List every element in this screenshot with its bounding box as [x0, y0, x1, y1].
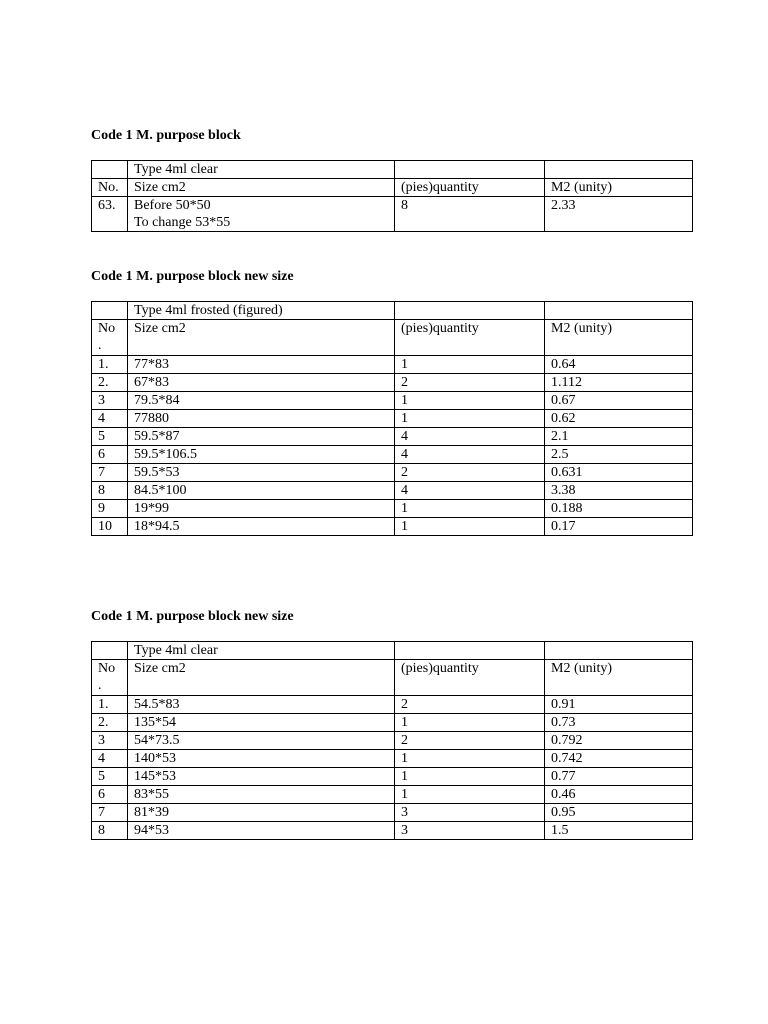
row-no: 3 — [92, 732, 128, 750]
empty-cell — [545, 161, 693, 179]
size-line-before: Before 50*50 — [134, 198, 211, 213]
row-quantity: 2 — [395, 696, 545, 714]
row-size: 54.5*83 — [128, 696, 395, 714]
row-no: 7 — [92, 804, 128, 822]
row-m2: 0.188 — [545, 500, 693, 518]
size-line-change: To change 53*55 — [134, 215, 231, 230]
row-m2: 1.112 — [545, 374, 693, 392]
row-size: 19*99 — [128, 500, 395, 518]
row-quantity: 3 — [395, 822, 545, 840]
section-1-table — [91, 160, 693, 232]
section-2-heading: Code 1 M. purpose block new size — [91, 269, 294, 284]
table-type-row — [92, 302, 693, 320]
row-quantity: 1 — [395, 392, 545, 410]
row-m2: 1.5 — [545, 822, 693, 840]
row-quantity: 1 — [395, 356, 545, 374]
row-m2: 0.95 — [545, 804, 693, 822]
row-size: 59.5*53 — [128, 464, 395, 482]
empty-cell — [395, 161, 545, 179]
row-no: 6 — [92, 786, 128, 804]
table-row — [92, 822, 693, 840]
row-no: 2. — [92, 374, 128, 392]
row-no: 2. — [92, 714, 128, 732]
row-quantity: 1 — [395, 750, 545, 768]
table-type-row — [92, 161, 693, 179]
row-no: 4 — [92, 410, 128, 428]
table-row — [92, 518, 693, 536]
row-size: 135*54 — [128, 714, 395, 732]
section-1-heading: Code 1 M. purpose block — [91, 128, 241, 143]
row-no: 8 — [92, 482, 128, 500]
row-m2: 0.631 — [545, 464, 693, 482]
row-size: 81*39 — [128, 804, 395, 822]
row-quantity: 2 — [395, 732, 545, 750]
table-row — [92, 804, 693, 822]
row-size: 18*94.5 — [128, 518, 395, 536]
row-no: 1. — [92, 696, 128, 714]
row-no: 5 — [92, 428, 128, 446]
row-no: 9 — [92, 500, 128, 518]
table-row — [92, 732, 693, 750]
table-row — [92, 750, 693, 768]
table-row — [92, 786, 693, 804]
table-row — [92, 482, 693, 500]
row-size: 79.5*84 — [128, 392, 395, 410]
row-quantity: 4 — [395, 428, 545, 446]
size-header: Size cm2 — [128, 179, 395, 197]
table-row — [92, 446, 693, 464]
size-header: Size cm2 — [128, 660, 395, 696]
m2-header: M2 (unity) — [545, 660, 693, 696]
no-header — [92, 320, 128, 356]
row-m2: 0.742 — [545, 750, 693, 768]
row-size: 59.5*87 — [128, 428, 395, 446]
row-quantity: 1 — [395, 500, 545, 518]
table-row — [92, 374, 693, 392]
table-row — [92, 392, 693, 410]
row-m2: 0.77 — [545, 768, 693, 786]
table-row — [92, 714, 693, 732]
row-m2: 0.62 — [545, 410, 693, 428]
row-no: 63. — [92, 197, 128, 232]
table-row — [92, 768, 693, 786]
empty-cell — [92, 642, 128, 660]
table-row — [92, 428, 693, 446]
empty-cell — [545, 642, 693, 660]
row-size: 94*53 — [128, 822, 395, 840]
type-label: Type 4ml clear — [128, 642, 395, 660]
row-quantity: 4 — [395, 482, 545, 500]
table-type-row — [92, 642, 693, 660]
row-m2: 0.67 — [545, 392, 693, 410]
m2-header: M2 (unity) — [545, 320, 693, 356]
m2-header: M2 (unity) — [545, 179, 693, 197]
row-no: 4 — [92, 750, 128, 768]
section-2-table — [91, 301, 693, 536]
row-quantity: 1 — [395, 768, 545, 786]
table-header-row — [92, 660, 693, 696]
row-size: 140*53 — [128, 750, 395, 768]
row-m2: 0.792 — [545, 732, 693, 750]
row-size — [128, 197, 395, 232]
quantity-header: (pies)quantity — [395, 179, 545, 197]
row-no: 1. — [92, 356, 128, 374]
row-no: 10 — [92, 518, 128, 536]
empty-cell — [395, 302, 545, 320]
row-size: 59.5*106.5 — [128, 446, 395, 464]
row-m2: 0.64 — [545, 356, 693, 374]
no-header-line1: No — [98, 321, 116, 336]
row-size: 84.5*100 — [128, 482, 395, 500]
row-m2: 0.46 — [545, 786, 693, 804]
quantity-header: (pies)quantity — [395, 320, 545, 356]
row-quantity: 2 — [395, 374, 545, 392]
row-m2: 2.33 — [545, 197, 693, 232]
row-quantity: 1 — [395, 518, 545, 536]
empty-cell — [545, 302, 693, 320]
no-header-line1: No — [98, 661, 116, 676]
row-quantity: 1 — [395, 714, 545, 732]
row-size: 83*55 — [128, 786, 395, 804]
row-size: 77880 — [128, 410, 395, 428]
quantity-header: (pies)quantity — [395, 660, 545, 696]
row-m2: 0.91 — [545, 696, 693, 714]
row-size: 77*83 — [128, 356, 395, 374]
no-header-line2: . — [98, 678, 102, 693]
row-quantity: 8 — [395, 197, 545, 232]
row-no: 3 — [92, 392, 128, 410]
empty-cell — [92, 161, 128, 179]
table-row — [92, 696, 693, 714]
size-header: Size cm2 — [128, 320, 395, 356]
empty-cell — [92, 302, 128, 320]
empty-cell — [395, 642, 545, 660]
row-quantity: 3 — [395, 804, 545, 822]
no-header-line2: . — [98, 338, 102, 353]
row-m2: 0.17 — [545, 518, 693, 536]
row-m2: 3.38 — [545, 482, 693, 500]
row-size: 54*73.5 — [128, 732, 395, 750]
row-quantity: 2 — [395, 464, 545, 482]
row-no: 8 — [92, 822, 128, 840]
row-quantity: 4 — [395, 446, 545, 464]
type-label: Type 4ml frosted (figured) — [128, 302, 395, 320]
row-quantity: 1 — [395, 410, 545, 428]
row-m2: 0.73 — [545, 714, 693, 732]
table-header-row — [92, 179, 693, 197]
row-m2: 2.5 — [545, 446, 693, 464]
row-size: 67*83 — [128, 374, 395, 392]
no-header: No. — [92, 179, 128, 197]
table-row — [92, 356, 693, 374]
row-no: 7 — [92, 464, 128, 482]
table-row — [92, 464, 693, 482]
type-label: Type 4ml clear — [128, 161, 395, 179]
section-3-heading: Code 1 M. purpose block new size — [91, 609, 294, 624]
row-no: 5 — [92, 768, 128, 786]
table-header-row — [92, 320, 693, 356]
table-row — [92, 197, 693, 232]
row-no: 6 — [92, 446, 128, 464]
table-row — [92, 410, 693, 428]
row-size: 145*53 — [128, 768, 395, 786]
row-m2: 2.1 — [545, 428, 693, 446]
row-quantity: 1 — [395, 786, 545, 804]
section-3-table — [91, 641, 693, 840]
no-header — [92, 660, 128, 696]
table-row — [92, 500, 693, 518]
